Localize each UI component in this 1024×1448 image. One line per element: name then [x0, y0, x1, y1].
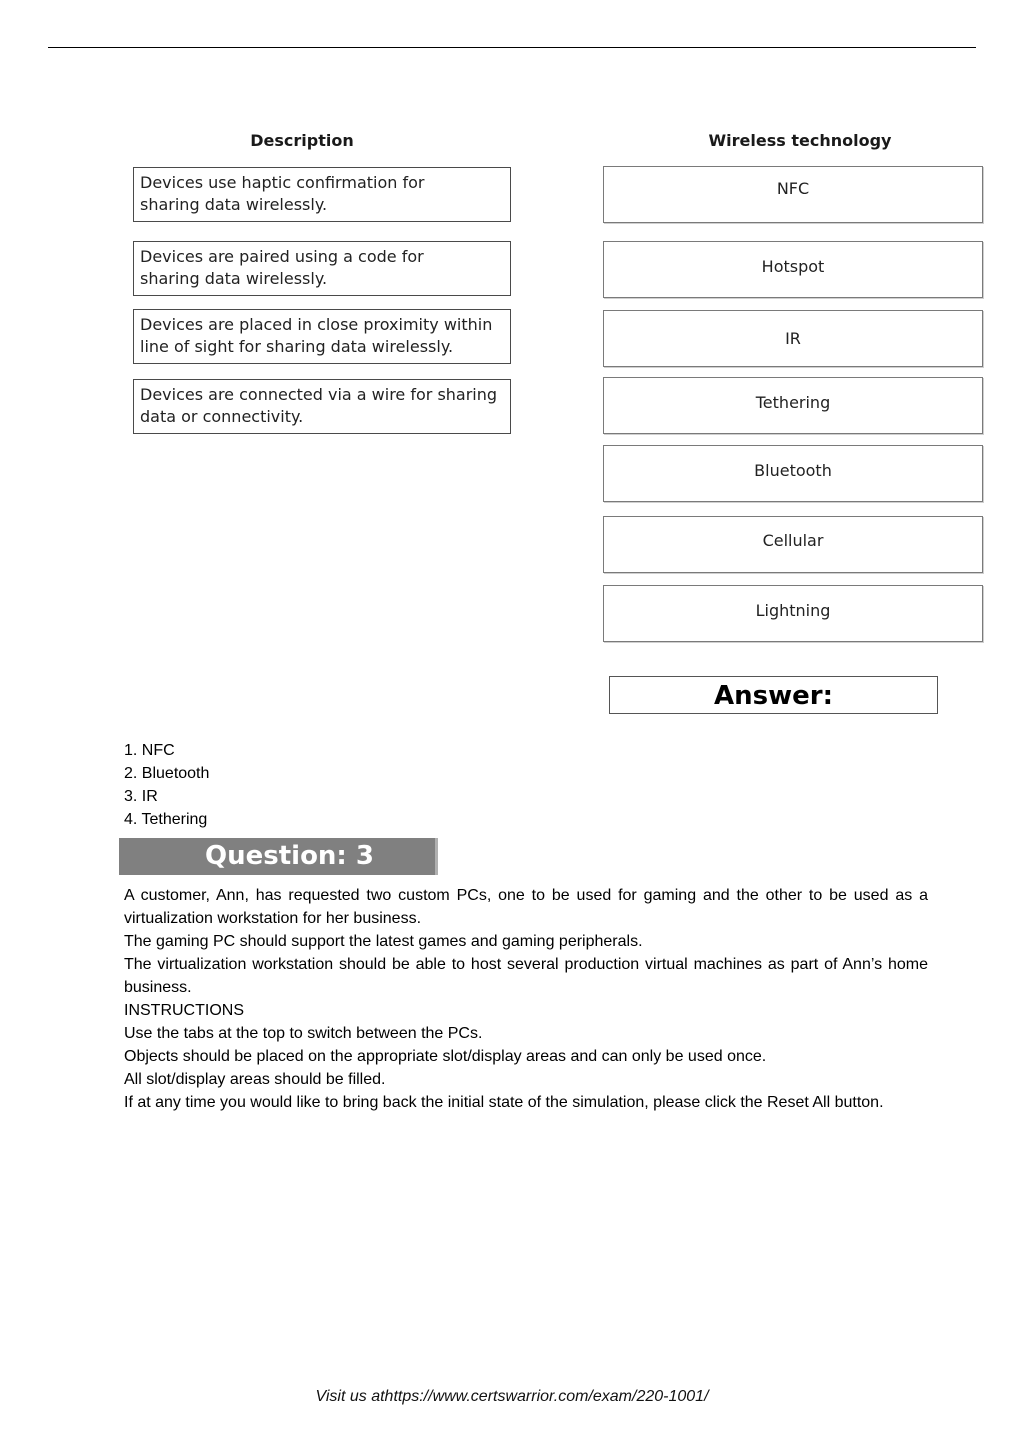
question-paragraph-5: Use the tabs at the top to switch between the PCs. — [124, 1025, 483, 1042]
description-box-2 — [133, 241, 511, 296]
description-box-1 — [133, 167, 511, 222]
question-paragraph-2: The gaming PC should support the latest games and gaming peripherals. — [124, 933, 643, 950]
header-rule — [48, 47, 976, 48]
description-box-3 — [133, 309, 511, 364]
footer-link-text: Visit us athttps://www.certswarrior.com/exam/220-1001/ — [315, 1388, 709, 1405]
answer-item-4: 4. Tethering — [124, 811, 208, 828]
description-3-line-2: line of sight for sharing data wirelessly. — [140, 337, 454, 356]
description-1-line-2: sharing data wirelessly. — [140, 195, 328, 214]
description-3-line-1: Devices are placed in close proximity within — [140, 315, 493, 334]
answer-item-3: 3. IR — [124, 788, 158, 805]
technology-option-lightning: Lightning — [603, 585, 983, 642]
question-body — [124, 884, 928, 1114]
answer-item-2: 2. Bluetooth — [124, 765, 210, 782]
question-paragraph-3: The virtualization workstation should be able to host several production virtual machines as part of Ann’s home business. — [124, 956, 928, 996]
technology-option-bluetooth: Bluetooth — [603, 445, 983, 502]
description-4-line-1: Devices are connected via a wire for sharing — [140, 385, 498, 404]
description-heading: Description — [250, 131, 354, 150]
question-paragraph-7: All slot/display areas should be filled. — [124, 1071, 386, 1088]
question-paragraph-6: Objects should be placed on the appropriate slot/display areas and can only be used once. — [124, 1048, 767, 1065]
answer-item-1: 1. NFC — [124, 742, 175, 759]
description-4-line-2: data or connectivity. — [140, 407, 304, 426]
technology-option-ir: IR — [603, 310, 983, 367]
description-2-line-2: sharing data wirelessly. — [140, 269, 328, 288]
description-box-4 — [133, 379, 511, 434]
description-1-line-1: Devices use haptic confirmation for — [140, 173, 425, 192]
description-2-line-1: Devices are paired using a code for — [140, 247, 424, 266]
answer-heading: Answer: — [609, 676, 938, 714]
question-paragraph-1: A customer, Ann, has requested two custom PCs, one to be used for gaming and the other to be used as a virtualization workstation for her business. — [124, 887, 928, 927]
technology-option-hotspot: Hotspot — [603, 241, 983, 298]
technology-option-tethering: Tethering — [603, 377, 983, 434]
wireless-technology-heading: Wireless technology — [708, 131, 892, 150]
technology-option-nfc: NFC — [603, 166, 983, 223]
question-title: Question: 3 — [119, 838, 438, 875]
technology-option-cellular: Cellular — [603, 516, 983, 573]
answer-list — [124, 739, 209, 831]
instructions-heading: INSTRUCTIONS — [124, 1002, 244, 1019]
question-paragraph-8: If at any time you would like to bring back the initial state of the simulation, please click the Reset All button. — [124, 1094, 884, 1111]
